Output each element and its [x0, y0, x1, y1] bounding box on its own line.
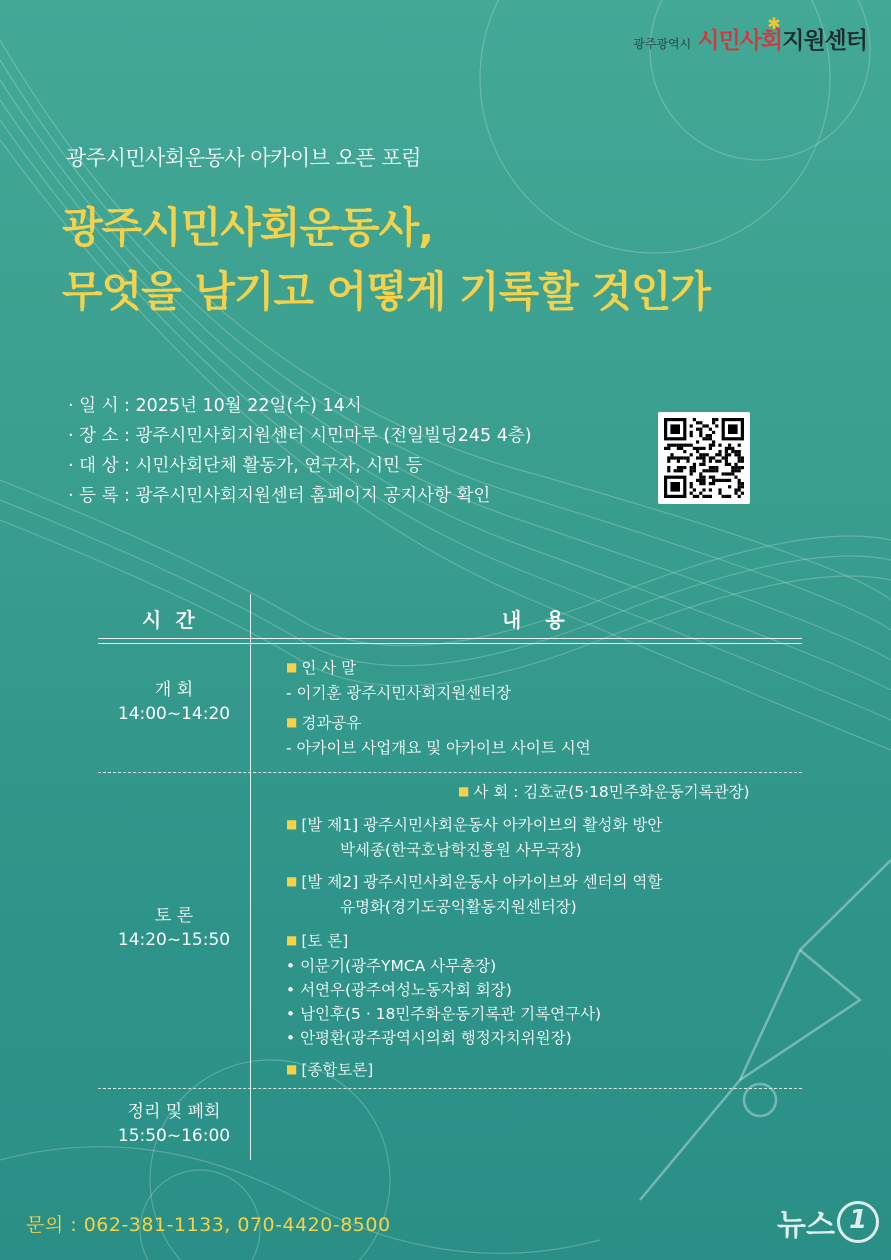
table-column-divider: [250, 594, 251, 1160]
content-discussion: [286, 780, 750, 1083]
discussion-heading: [토 론]: [301, 932, 349, 950]
logo-name-part1: 시민: [697, 28, 740, 54]
logo-name: [697, 22, 867, 55]
info-audience: · 대 상 : 시민사회단체 활동가, 연구자, 시민 등: [68, 456, 423, 476]
info-datetime: · 일 시 : 2025년 10월 22일(수) 14시: [68, 396, 362, 416]
bullet-square-icon: ■: [286, 874, 298, 888]
time-cell-discussion: [98, 904, 250, 952]
item-detail: - 아카이브 사업개요 및 아카이브 사이트 시연: [286, 739, 591, 757]
list-item: [286, 656, 591, 681]
logo-city: 광주광역시: [633, 37, 692, 51]
list-item: [286, 929, 750, 954]
content-opening: [286, 656, 591, 760]
center-logo: [633, 14, 867, 55]
time-range: 14:20~15:50: [117, 930, 231, 950]
bullet-square-icon: ■: [286, 817, 298, 831]
event-title: [62, 196, 710, 324]
time-label: 개 회: [154, 680, 194, 700]
watermark-text: 뉴스: [777, 1208, 835, 1243]
info-location: · 장 소 : 광주시민사회지원센터 시민마루 (전일빌딩245 4층): [68, 426, 532, 446]
list-item: [286, 711, 591, 736]
bullet-square-icon: ■: [286, 715, 298, 729]
list-item: [286, 870, 750, 895]
panelist: • 이문기(광주YMCA 사무총장): [286, 957, 497, 975]
table-header-content: 내용: [502, 608, 589, 632]
logo-name-part2: 사회: [739, 28, 783, 54]
bullet-square-icon: ■: [286, 660, 298, 674]
presenter: 박세종(한국호남학진흥원 사무국장): [340, 841, 582, 859]
bullet-square-icon: ■: [458, 784, 470, 798]
table-header-time: 시간: [142, 608, 209, 632]
time-cell-opening: [98, 678, 250, 726]
time-label: 정리 및 폐회: [127, 1102, 221, 1122]
general-heading: [종합토론]: [301, 1061, 374, 1079]
event-subtitle: 광주시민사회운동사 아카이브 오픈 포럼: [66, 146, 421, 170]
news1-watermark: [777, 1200, 879, 1244]
row-divider: [98, 772, 802, 773]
item-heading: 인 사 말: [301, 659, 357, 677]
info-registration: · 등 록 : 광주시민사회지원센터 홈페이지 공지사항 확인: [68, 486, 491, 506]
logo-star-icon: ✱: [767, 14, 781, 33]
time-cell-closing: [98, 1100, 250, 1148]
presentation-heading: [발 제1] 광주시민사회운동사 아카이브의 활성화 방안: [301, 816, 663, 834]
moderator: [286, 780, 750, 805]
time-range: 14:00~14:20: [117, 704, 231, 724]
time-label: 토 론: [154, 906, 194, 926]
panelist: • 서연우(광주여성노동자회 회장): [286, 981, 512, 999]
event-info: [68, 391, 532, 511]
event-title-line2: 무엇을 남기고 어떻게 기록할 것인가: [62, 267, 711, 316]
table-header-divider: [98, 638, 802, 644]
row-divider: [98, 1088, 802, 1089]
presentation-heading: [발 제2] 광주시민사회운동사 아카이브와 센터의 역할: [301, 873, 663, 891]
qr-code[interactable]: [658, 412, 750, 504]
bullet-square-icon: ■: [286, 933, 298, 947]
item-heading: 경과공유: [301, 714, 362, 732]
schedule-table: [98, 590, 802, 1160]
moderator-text: 사 회 : 김호균(5·18민주화운동기록관장): [473, 783, 750, 801]
list-item: [286, 813, 750, 838]
event-title-line1: 광주시민사회운동사,: [62, 203, 434, 252]
contact-info: 문의 : 062-381-1133, 070-4420-8500: [26, 1214, 391, 1236]
presenter: 유명화(경기도공익활동지원센터장): [340, 898, 577, 916]
panelist: • 안평환(광주광역시의회 행정자치위원장): [286, 1029, 572, 1047]
bullet-square-icon: ■: [286, 1062, 298, 1076]
time-range: 15:50~16:00: [117, 1126, 231, 1146]
qr-code-icon: [658, 412, 750, 504]
item-detail: - 이기훈 광주시민사회지원센터장: [286, 684, 512, 702]
logo-name-part3: 지원센터: [782, 28, 867, 54]
panelist: • 남인후(5 · 18민주화운동기록관 기록연구사): [286, 1005, 602, 1023]
list-item: [286, 1058, 750, 1083]
watermark-mark: 1: [837, 1201, 879, 1243]
